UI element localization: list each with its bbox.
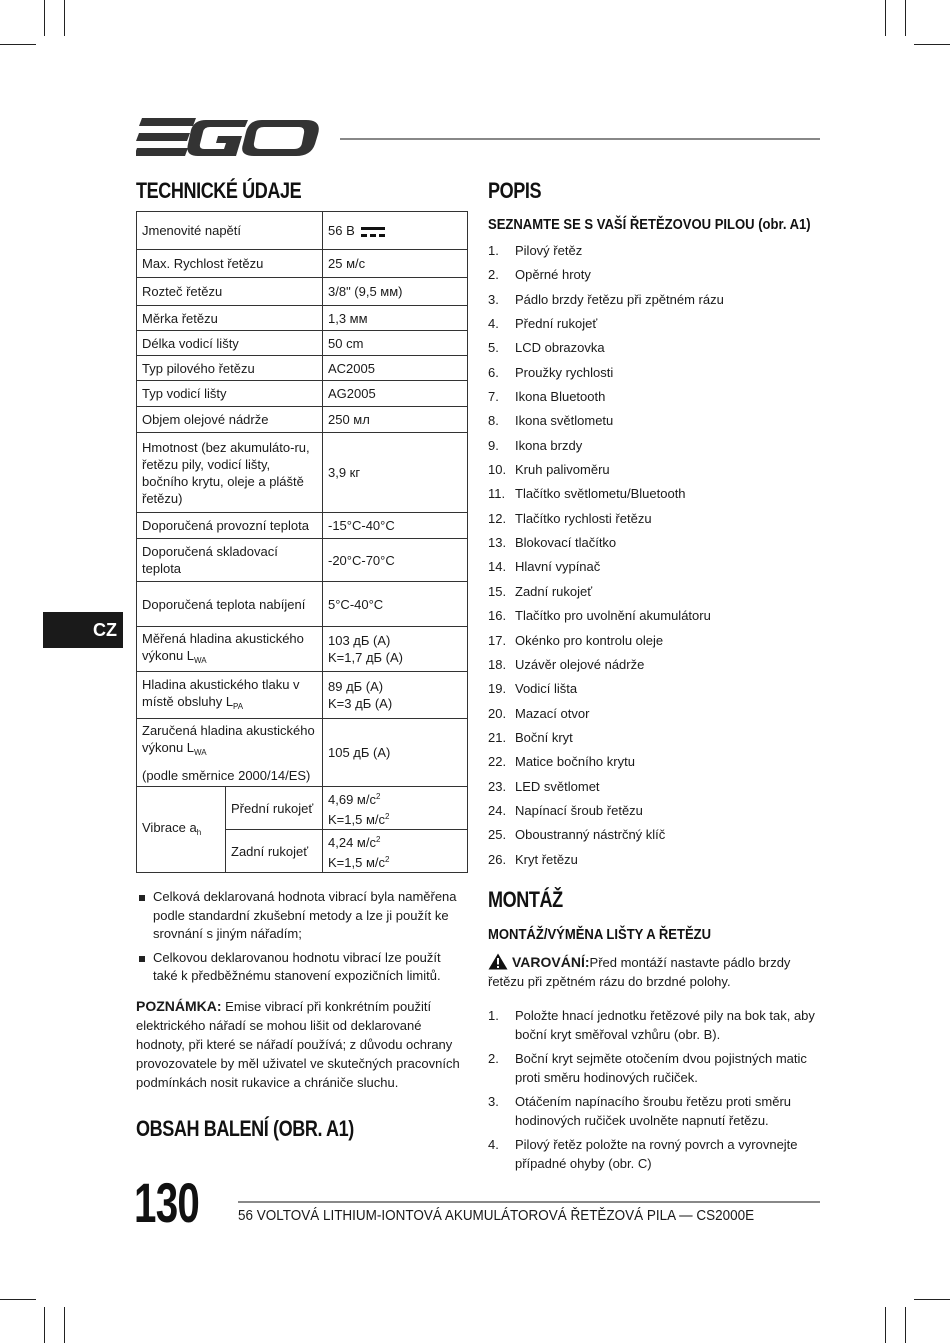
description-title: POPIS bbox=[488, 178, 542, 203]
vibration-rear-label: Zadní rukojeť bbox=[226, 830, 323, 873]
guaranteed-power-label: Zaručená hladina akustického výkonu $L_{WA}$ (podle směrnice 2000/14/ES) bbox=[137, 719, 323, 787]
spec-value: 25 м/с bbox=[323, 250, 468, 278]
spec-value: 3/8" (9,5 мм) bbox=[323, 278, 468, 306]
crop-mark bbox=[914, 1299, 950, 1300]
header-rule bbox=[340, 138, 820, 140]
list-item: 4. Pilový řetěz položte na rovný povrch a vyrovnejte případné ohyby (obr. C) bbox=[488, 1137, 798, 1171]
list-item: 16. Tlačítko pro uvolnění akumulátoru bbox=[488, 608, 711, 624]
acoustic-pressure-value: 89 дБ (A) K=3 дБ (A) bbox=[323, 672, 468, 719]
table-row bbox=[137, 433, 468, 513]
list-item: 11. Tlačítko světlometu/Bluetooth bbox=[488, 486, 686, 502]
spec-value: 5°C-40°C bbox=[323, 582, 468, 627]
note-label: POZNÁMKA: bbox=[136, 998, 222, 1014]
spec-value: AC2005 bbox=[323, 356, 468, 381]
crop-mark bbox=[0, 44, 36, 45]
acoustic-power-value: 103 дБ (A) K=1,7 дБ (A) bbox=[323, 627, 468, 672]
vibration-label: Vibrace $a_h$ bbox=[137, 787, 226, 873]
list-item: 2. Boční kryt sejměte otočením dvou pojistných matic proti směru hodinových ručiček. bbox=[488, 1051, 807, 1085]
package-contents-title: OBSAH BALENÍ (OBR. A1) bbox=[136, 1116, 354, 1141]
crop-mark bbox=[905, 1307, 906, 1343]
table-row bbox=[137, 582, 468, 627]
vibration-notes-list bbox=[136, 888, 466, 991]
language-tab: CZ bbox=[43, 612, 123, 648]
list-item: 3. Otáčením napínacího šroubu řetězu proti směru hodinových ručiček uvolněte napnutí řetězu. bbox=[488, 1094, 792, 1128]
warning-triangle-icon bbox=[488, 953, 508, 970]
assembly-subtitle: MONTÁŽ/VÝMĚNA LIŠTY A ŘETĚZU bbox=[488, 927, 712, 943]
table-row bbox=[137, 306, 468, 331]
crop-mark bbox=[914, 44, 950, 45]
assembly-steps-list bbox=[488, 1006, 818, 1178]
list-item: 7. Ikona Bluetooth bbox=[488, 389, 606, 405]
vibration-rear-value: 4,24 $м/с^2$ K=1,5 $м/с^2$ bbox=[323, 830, 468, 873]
list-item: 9. Ikona brzdy bbox=[488, 437, 583, 453]
list-item: 24. Napínací šroub řetězu bbox=[488, 802, 643, 818]
table-row bbox=[137, 250, 468, 278]
footer-rule bbox=[238, 1201, 820, 1203]
list-item: 15. Zadní rukojeť bbox=[488, 583, 593, 599]
list-item: 1. Pilový řetěz bbox=[488, 243, 583, 258]
list-item: 20. Mazací otvor bbox=[488, 705, 590, 721]
table-row bbox=[137, 672, 468, 719]
crop-mark bbox=[905, 0, 906, 36]
table-row bbox=[137, 719, 468, 787]
spec-value: 3,9 кг bbox=[323, 433, 468, 513]
table-row bbox=[137, 787, 468, 830]
list-item: 10. Kruh palivoměru bbox=[488, 462, 610, 478]
spec-value: 50 cm bbox=[323, 331, 468, 356]
spec-value: 250 мл bbox=[323, 407, 468, 433]
spec-label: Jmenovité napětí bbox=[137, 212, 323, 250]
list-item: 23. LED světlomet bbox=[488, 778, 600, 794]
warning-paragraph bbox=[488, 953, 818, 991]
spec-value: AG2005 bbox=[323, 381, 468, 407]
assembly-title: MONTÁŽ bbox=[488, 887, 563, 912]
crop-mark bbox=[64, 0, 65, 36]
warning-text: Před montáží nastavte pádlo brzdy řetězu při zpětném rázu do brzdné polohy. bbox=[488, 955, 791, 989]
crop-mark bbox=[885, 0, 886, 36]
table-row bbox=[137, 627, 468, 672]
table-row bbox=[137, 513, 468, 539]
crop-mark bbox=[44, 1307, 45, 1343]
spec-label: Doporučená skladovací teplota bbox=[137, 539, 323, 582]
crop-mark bbox=[44, 0, 45, 36]
list-item: 5. LCD obrazovka bbox=[488, 340, 605, 356]
list-item: 8. Ikona světlometu bbox=[488, 413, 614, 429]
list-item: Celková deklarovaná hodnota vibrací byla naměřena podle standardní zkušební metody a lze ji použít ke srovnání s jiným nářadím; bbox=[136, 888, 466, 944]
spec-label: Hmotnost (bez akumuláto-ru, řetězu pily, vodicí lišty, bočního krytu, oleje a pláště řetězu) bbox=[137, 433, 323, 513]
acoustic-power-label: Měřená hladina akustického výkonu $L_{WA}$ bbox=[137, 627, 323, 672]
spec-value: -15°C-40°C bbox=[323, 513, 468, 539]
list-item: 17. Okénko pro kontrolu oleje bbox=[488, 632, 664, 648]
crop-mark bbox=[885, 1307, 886, 1343]
list-item: 12. Tlačítko rychlosti řetězu bbox=[488, 510, 652, 526]
technical-data-title: TECHNICKÉ ÚDAJE bbox=[136, 178, 302, 203]
table-row bbox=[137, 331, 468, 356]
table-row bbox=[137, 356, 468, 381]
spec-value: -20°C-70°C bbox=[323, 539, 468, 582]
crop-mark bbox=[64, 1307, 65, 1343]
list-item: 2. Opěrné hroty bbox=[488, 267, 591, 283]
acoustic-pressure-label: Hladina akustického tlaku v místě obsluhy $L_{PA}$ bbox=[137, 672, 323, 719]
list-item: 6. Proužky rychlosti bbox=[488, 364, 614, 380]
list-item: 25. Oboustranný nástrčný klíč bbox=[488, 827, 666, 843]
list-item: 3. Pádlo brzdy řetězu při zpětném rázu bbox=[488, 291, 724, 307]
spec-label: Rozteč řetězu bbox=[137, 278, 323, 306]
table-row bbox=[137, 278, 468, 306]
warning-label: VAROVÁNÍ: bbox=[512, 954, 590, 970]
table-row bbox=[137, 539, 468, 582]
spec-label: Max. Rychlost řetězu bbox=[137, 250, 323, 278]
dc-voltage-icon bbox=[361, 226, 385, 238]
spec-label: Měrka řetězu bbox=[137, 306, 323, 331]
note-text: Emise vibrací při konkrétním použití elektrického nářadí se mohou lišit od deklarované hodnoty, při které se nářadí používá; z důvodu ochrany provozovatele by měl uživatel ve skutečných pracovních podmínkách nosit rukavice a chrániče sluchu. bbox=[136, 999, 460, 1090]
spec-value: 56 B bbox=[323, 212, 468, 250]
note-paragraph bbox=[136, 997, 466, 1092]
parts-list bbox=[488, 240, 724, 873]
crop-mark bbox=[0, 1299, 36, 1300]
specifications-table bbox=[136, 211, 468, 873]
spec-label: Doporučená provozní teplota bbox=[137, 513, 323, 539]
table-row bbox=[137, 381, 468, 407]
list-item: 18. Uzávěr olejové nádrže bbox=[488, 656, 645, 672]
vibration-front-label: Přední rukojeť bbox=[226, 787, 323, 830]
list-item: 13. Blokovací tlačítko bbox=[488, 535, 617, 551]
list-item: 4. Přední rukojeť bbox=[488, 316, 598, 332]
list-item: 26. Kryt řetězu bbox=[488, 851, 578, 867]
list-item: 21. Boční kryt bbox=[488, 729, 573, 745]
footer-title: 56 VOLTOVÁ LITHIUM-IONTOVÁ AKUMULÁTOROVÁ ŘETĚZOVÁ PILA — CS2000E bbox=[238, 1208, 755, 1224]
ego-logo bbox=[136, 116, 322, 158]
spec-value: 1,3 мм bbox=[323, 306, 468, 331]
list-item: Celkovou deklarovanou hodnotu vibrací lze použít také k předběžnému stanovení expozičních limitů. bbox=[136, 949, 466, 986]
spec-label: Typ vodicí lišty bbox=[137, 381, 323, 407]
spec-label: Délka vodicí lišty bbox=[137, 331, 323, 356]
list-item: 1. Položte hnací jednotku řetězové pily na bok tak, aby boční kryt směřoval vzhůru (obr. B). bbox=[488, 1008, 815, 1042]
table-row bbox=[137, 212, 468, 250]
spec-label: Typ pilového řetězu bbox=[137, 356, 323, 381]
list-item: 14. Hlavní vypínač bbox=[488, 559, 601, 575]
spec-label: Doporučená teplota nabíjení bbox=[137, 582, 323, 627]
table-row bbox=[137, 407, 468, 433]
vibration-front-value: 4,69 $м/с^2$ K=1,5 $м/с^2$ bbox=[323, 787, 468, 830]
description-subtitle: SEZNAMTE SE S VAŠÍ ŘETĚZOVOU PILOU (obr. A1) bbox=[488, 217, 811, 233]
list-item: 19. Vodicí lišta bbox=[488, 681, 578, 697]
page-number: 130 bbox=[134, 1171, 200, 1234]
guaranteed-power-value: 105 дБ (A) bbox=[323, 719, 468, 787]
spec-label: Objem olejové nádrže bbox=[137, 407, 323, 433]
list-item: 22. Matice bočního krytu bbox=[488, 754, 635, 770]
